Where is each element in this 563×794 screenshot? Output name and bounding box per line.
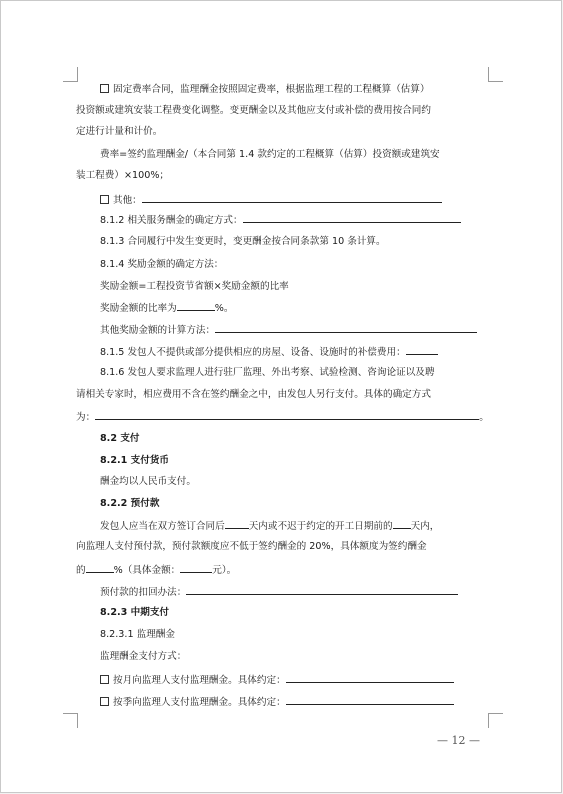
section-heading: 8.2.3 中期支付 bbox=[100, 607, 170, 618]
paragraph-line: 8.1.2 相关服务酬金的确定方式： bbox=[76, 211, 461, 227]
fill-in-blank[interactable] bbox=[215, 321, 477, 333]
fill-in-blank[interactable] bbox=[95, 408, 479, 420]
paragraph-line: 装工程费）×100%； bbox=[76, 170, 170, 181]
paragraph-line: 8.2.3.1 监理酬金 bbox=[100, 629, 175, 640]
paragraph-line: 酬金均以人民币支付。 bbox=[100, 476, 196, 487]
corner-mark-top-right bbox=[488, 67, 503, 82]
paragraph-line: 发包人应当在双方签订合同后 天内或不迟于约定的开工日期前的 天内， bbox=[76, 517, 439, 533]
fill-in-blank[interactable] bbox=[177, 299, 215, 311]
paragraph-line: 预付款的扣回办法： bbox=[76, 583, 458, 599]
checkbox-icon[interactable] bbox=[100, 84, 109, 93]
checkbox-icon[interactable] bbox=[100, 195, 109, 204]
fill-in-blank[interactable] bbox=[180, 561, 212, 573]
paragraph-line: 为： 。 bbox=[76, 408, 489, 424]
fill-in-blank[interactable] bbox=[286, 693, 454, 705]
fill-in-blank[interactable] bbox=[225, 517, 249, 529]
paragraph-line: 奖励金额的比率为 %。 bbox=[76, 299, 233, 315]
paragraph-line: 定进行计量和计价。 bbox=[76, 126, 163, 137]
corner-mark-top-left bbox=[63, 67, 78, 82]
paragraph-line: 的 %（具体金额： 元）。 bbox=[76, 561, 236, 577]
paragraph-line: 请相关专家时，相应费用不含在签约酬金之中，由发包人另行支付。具体的确定方式 bbox=[76, 389, 431, 400]
fill-in-blank[interactable] bbox=[406, 343, 438, 355]
section-heading: 8.2.2 预付款 bbox=[100, 498, 160, 509]
section-heading: 8.2.1 支付货币 bbox=[100, 455, 170, 466]
paragraph-line: 其他： bbox=[76, 191, 442, 207]
checkbox-icon[interactable] bbox=[100, 697, 109, 706]
paragraph-line: 8.1.6 发包人要求监理人进行驻厂监理、外出考察、试验检测、咨询论证以及聘 bbox=[100, 367, 435, 378]
page-number: — 12 — bbox=[437, 734, 480, 747]
paragraph-line: 8.1.5 发包人不提供或部分提供相应的房屋、设备、设施时的补偿费用： bbox=[76, 343, 438, 359]
corner-mark-bottom-right bbox=[488, 713, 503, 728]
fill-in-blank[interactable] bbox=[243, 211, 461, 223]
paragraph-line: 向监理人支付预付款，预付款额度应不低于签约酬金的 20%，具体额度为签约酬金 bbox=[76, 541, 427, 552]
paragraph-line: 8.1.4 奖励金额的确定方法： bbox=[100, 259, 224, 270]
paragraph-line: 按季向监理人支付监理酬金。具体约定： bbox=[76, 693, 454, 709]
paragraph-line: 固定费率合同，监理酬金按照固定费率，根据监理工程的工程概算（估算） bbox=[76, 82, 430, 98]
paragraph-line: 监理酬金支付方式： bbox=[100, 651, 187, 662]
fill-in-blank[interactable] bbox=[186, 583, 458, 595]
fill-in-blank[interactable] bbox=[142, 191, 442, 203]
paragraph-line: 费率=签约监理酬金/（本合同第 1.4 款约定的工程概算（估算）投资额或建筑安 bbox=[100, 149, 440, 160]
paragraph-line: 奖励金额=工程投资节省额×奖励金额的比率 bbox=[100, 281, 289, 292]
corner-mark-bottom-left bbox=[63, 713, 78, 728]
paragraph-line: 8.1.3 合同履行中发生变更时，变更酬金按合同条款第 10 条计算。 bbox=[100, 236, 386, 247]
fill-in-blank[interactable] bbox=[86, 561, 114, 573]
paragraph-line: 其他奖励金额的计算方法： bbox=[76, 321, 477, 337]
paragraph-line: 按月向监理人支付监理酬金。具体约定： bbox=[76, 671, 454, 687]
fill-in-blank[interactable] bbox=[393, 517, 411, 529]
paragraph-line: 投资额或建筑安装工程费变化调整。变更酬金以及其他应支付或补偿的费用按合同约 bbox=[76, 105, 431, 116]
checkbox-icon[interactable] bbox=[100, 675, 109, 684]
fill-in-blank[interactable] bbox=[286, 671, 454, 683]
section-heading: 8.2 支付 bbox=[100, 433, 140, 444]
